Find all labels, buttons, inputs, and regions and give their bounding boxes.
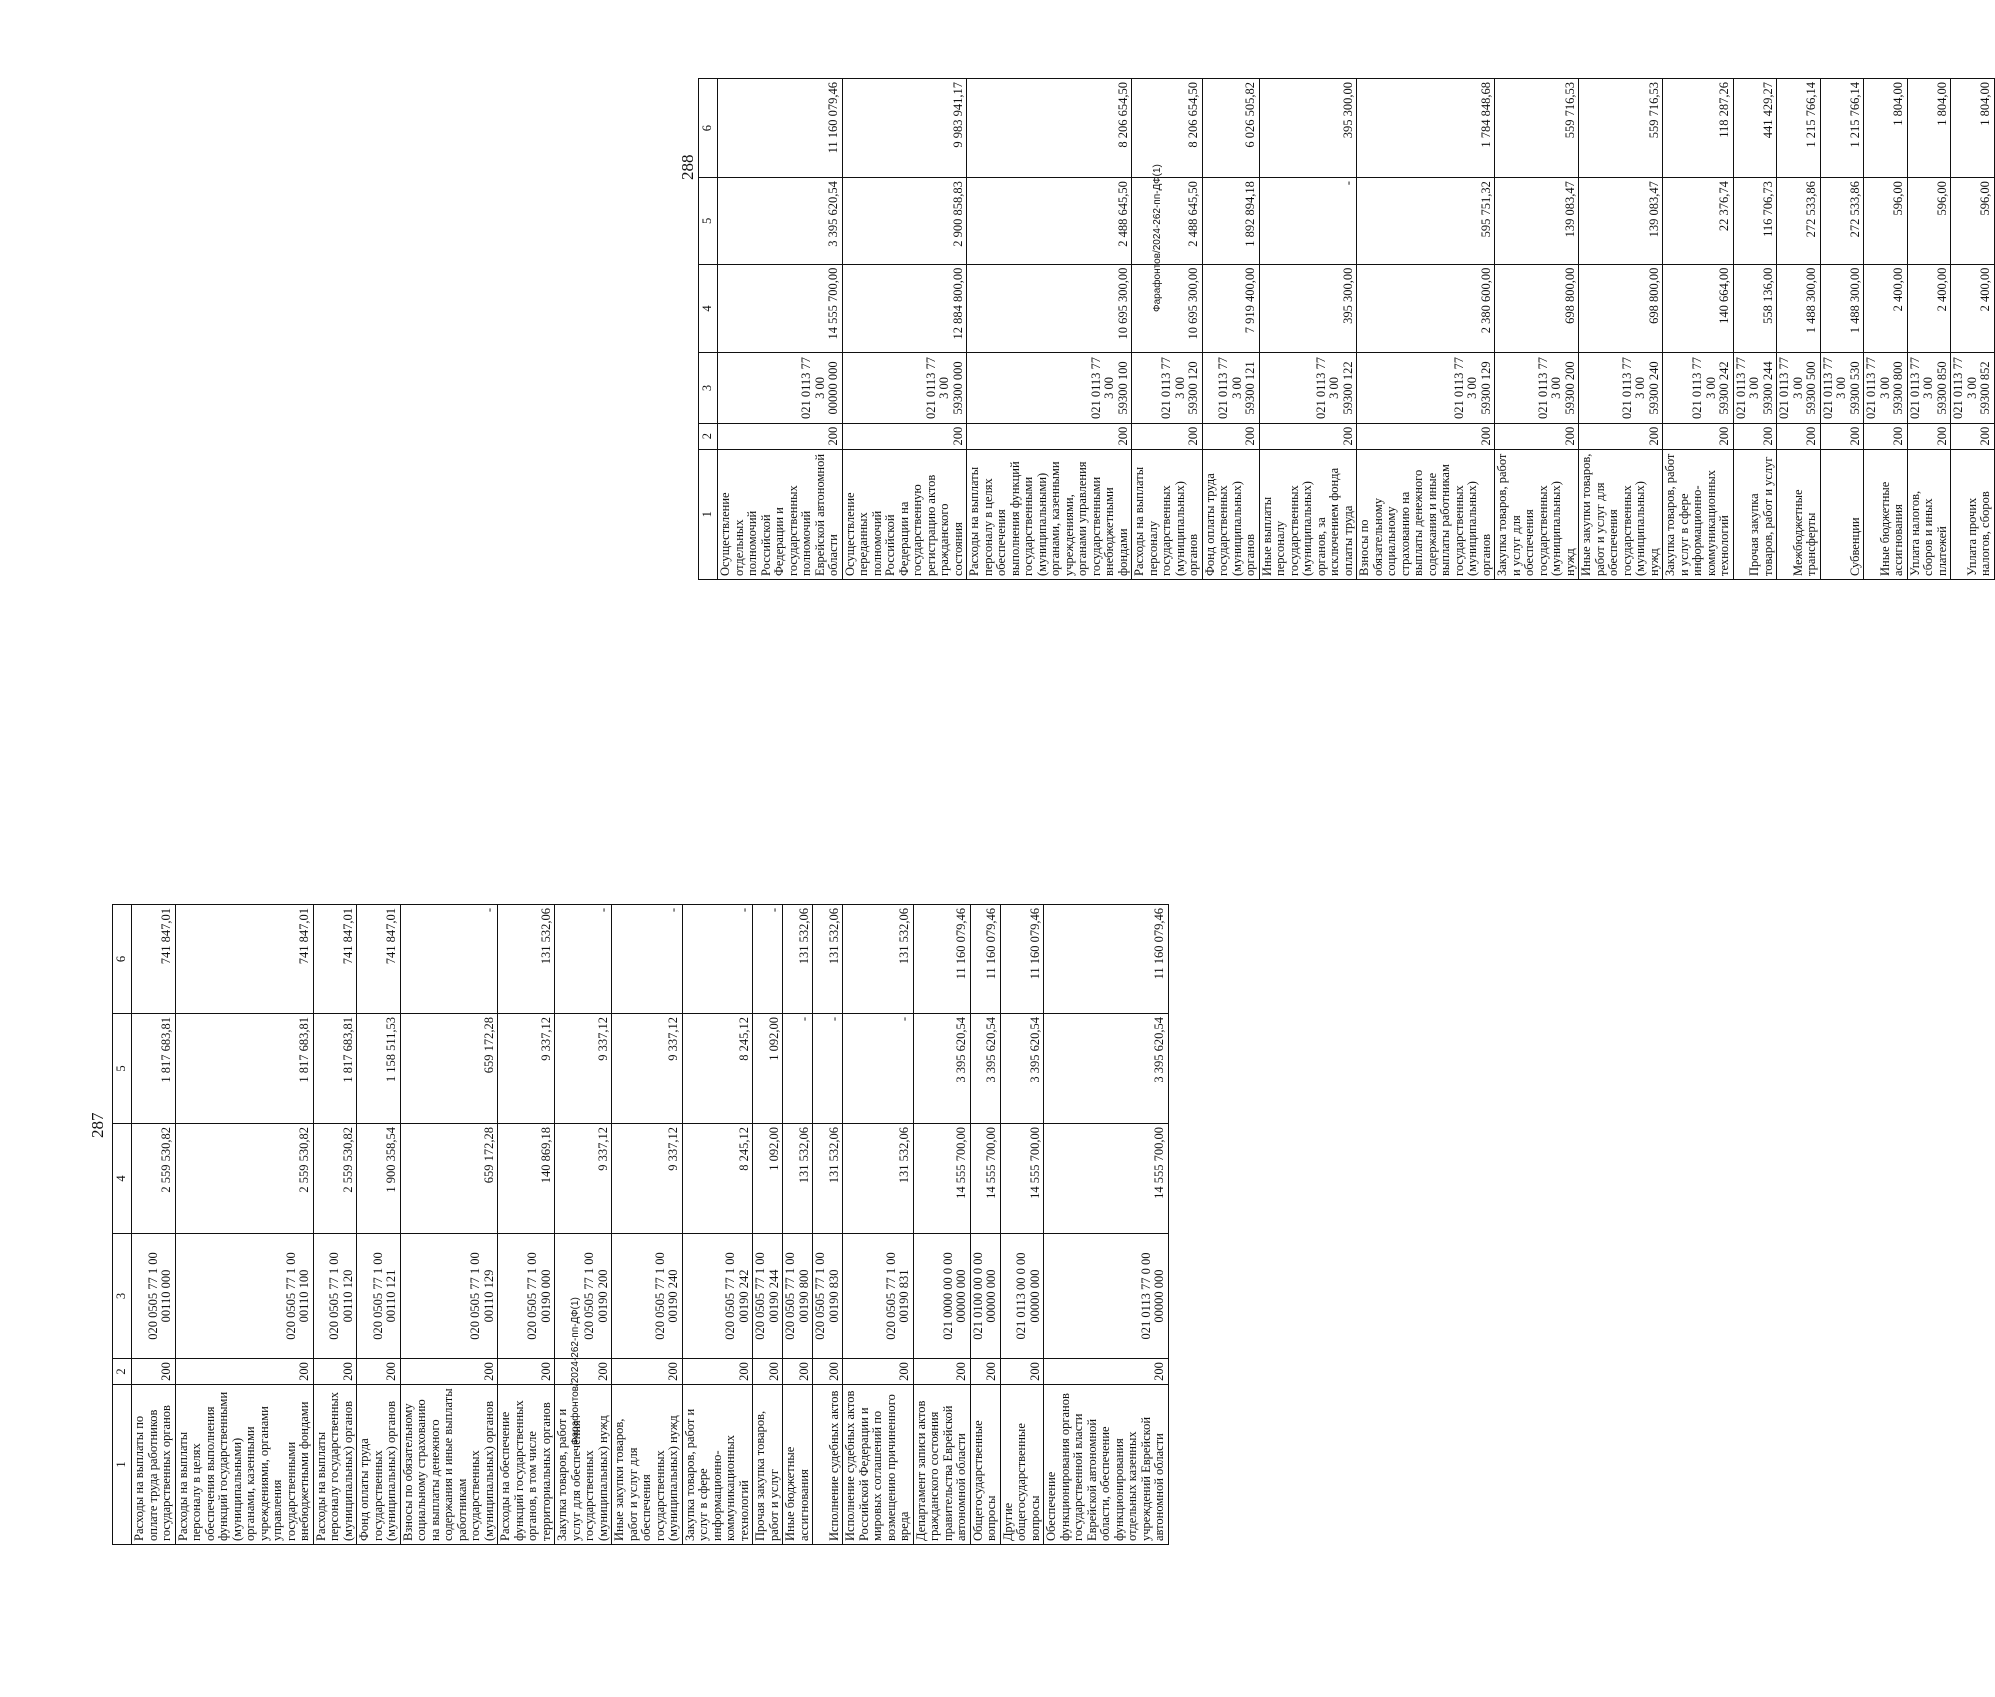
row-name-cell: Обеспечение функционирования органов государственной власти Еврейской автономной области, обеспечение функционирования отдельных казенных учреждений Еврейской автономной области — [1044, 1385, 1169, 1545]
row-budget-code-cell: 020 0505 77 1 00 00190 242 — [682, 1234, 753, 1359]
row-executed-cell: 9 337,12 — [498, 1014, 555, 1124]
table-row — [313, 905, 357, 1545]
table-row — [1864, 79, 1908, 580]
row-name-cell: Закупка товаров, работ и услуг для обеспечения государственных (муниципальных) нужд — [555, 1385, 612, 1545]
row-name-cell: Общегосударственные вопросы — [970, 1385, 1000, 1545]
row-executed-cell: 272 533,86 — [1777, 178, 1821, 265]
row-name-cell: Расходы на выплаты персоналу государственных (муниципальных) органов — [1132, 449, 1203, 579]
row-name-cell: Расходы на выплаты персоналу в целях обеспечения выполнения функций государственными (муниципальными) органами, казенными учреждениями, органами управления государственными внебюджетными фондами — [967, 449, 1132, 579]
row-name-cell: Закупка товаров, работ и услуг в сфере информационно-коммуникационных технологий — [1663, 449, 1734, 579]
row-approved-cell: 1 488 300,00 — [1820, 264, 1864, 353]
row-executed-cell: 9 337,12 — [612, 1014, 683, 1124]
row-line-code-cell: 200 — [1132, 423, 1203, 449]
table-row — [970, 905, 1000, 1545]
table-row — [400, 905, 498, 1545]
row-unexecuted-cell: 8 206 654,50 — [1132, 79, 1203, 178]
row-name-cell: Иные бюджетные ассигнования — [1864, 449, 1908, 579]
row-line-code-cell: 200 — [1864, 423, 1908, 449]
table-row — [1777, 79, 1821, 580]
row-budget-code-cell: 021 0113 77 3 00 59300 122 — [1259, 353, 1357, 424]
row-name-cell: Уплата прочих налогов, сборов — [1951, 449, 1995, 579]
table-row — [1000, 905, 1044, 1545]
row-executed-cell: 659 172,28 — [400, 1014, 498, 1124]
row-name-cell: Расходы на выплаты персоналу государственных (муниципальных) органов — [313, 1385, 357, 1545]
row-approved-cell: 2 559 530,82 — [132, 1124, 176, 1234]
row-budget-code-cell: 020 0505 77 1 00 00110 100 — [175, 1234, 313, 1359]
row-budget-code-cell: 021 0113 77 3 00 59300 800 — [1864, 353, 1908, 424]
row-executed-cell: 8 245,12 — [682, 1014, 753, 1124]
row-unexecuted-cell: 741 847,01 — [357, 905, 401, 1014]
row-name-cell: Осуществление переданных полномочий Российской Федерации на государственную регистрацию актов гражданского состояния — [842, 449, 967, 579]
row-unexecuted-cell: 131 532,06 — [783, 905, 813, 1014]
footer-right: Фарафонтов/2024-262-пп-ДФ(1) — [1152, 164, 1163, 312]
row-line-code-cell: 200 — [1579, 423, 1663, 449]
row-executed-cell: 1 092,00 — [753, 1014, 783, 1124]
row-budget-code-cell: 021 0113 77 3 00 59300 852 — [1951, 353, 1995, 424]
row-unexecuted-cell: 1 804,00 — [1907, 79, 1951, 178]
row-unexecuted-cell: 741 847,01 — [313, 905, 357, 1014]
row-approved-cell: 14 555 700,00 — [1000, 1124, 1044, 1234]
row-budget-code-cell: 020 0505 77 1 00 00110 000 — [132, 1234, 176, 1359]
row-budget-code-cell: 021 0113 77 0 00 00000 000 — [1044, 1234, 1169, 1359]
row-executed-cell: 139 083,47 — [1579, 178, 1663, 265]
column-header-5: 5 — [699, 178, 718, 265]
row-name-cell: Субвенции — [1820, 449, 1864, 579]
table-row — [1044, 905, 1169, 1545]
row-line-code-cell: 200 — [1044, 1359, 1169, 1385]
row-executed-cell: 2 488 645,50 — [967, 178, 1132, 265]
row-approved-cell: 140 664,00 — [1663, 264, 1734, 353]
row-budget-code-cell: 020 0505 77 1 00 00190 240 — [612, 1234, 683, 1359]
column-header-4: 4 — [113, 1124, 132, 1234]
row-budget-code-cell: 021 0113 77 3 00 59300 200 — [1495, 353, 1579, 424]
row-approved-cell: 9 337,12 — [612, 1124, 683, 1234]
row-line-code-cell: 200 — [1357, 423, 1495, 449]
row-unexecuted-cell: 11 160 079,46 — [1044, 905, 1169, 1014]
row-unexecuted-cell: 559 716,53 — [1495, 79, 1579, 178]
row-executed-cell: 272 533,86 — [1820, 178, 1864, 265]
row-approved-cell: 2 400,00 — [1864, 264, 1908, 353]
row-approved-cell: 2 400,00 — [1907, 264, 1951, 353]
row-line-code-cell: 200 — [753, 1359, 783, 1385]
table-header-row — [113, 905, 132, 1545]
row-unexecuted-cell: 559 716,53 — [1579, 79, 1663, 178]
row-executed-cell: 595 751,32 — [1357, 178, 1495, 265]
row-approved-cell: 14 555 700,00 — [718, 264, 843, 353]
table-row — [843, 905, 914, 1545]
row-budget-code-cell: 020 0505 77 1 00 00110 129 — [400, 1234, 498, 1359]
row-approved-cell: 140 869,18 — [498, 1124, 555, 1234]
row-unexecuted-cell: - — [612, 905, 683, 1014]
table-row — [967, 79, 1132, 580]
row-name-cell: Исполнение судебных актов Российской Федерации и мировых соглашений по возмещению причиненного вреда — [843, 1385, 914, 1545]
row-approved-cell: 14 555 700,00 — [913, 1124, 970, 1234]
row-budget-code-cell: 020 0505 77 1 00 00190 244 — [753, 1234, 783, 1359]
row-line-code-cell: 200 — [1259, 423, 1357, 449]
row-approved-cell: 14 555 700,00 — [1044, 1124, 1169, 1234]
budget-table-right — [698, 78, 1995, 580]
row-executed-cell: 1 158 511,53 — [357, 1014, 401, 1124]
row-unexecuted-cell: 1 215 766,14 — [1777, 79, 1821, 178]
row-unexecuted-cell: 1 804,00 — [1864, 79, 1908, 178]
row-executed-cell: 596,00 — [1907, 178, 1951, 265]
row-unexecuted-cell: 131 532,06 — [843, 905, 914, 1014]
row-name-cell: Иные выплаты персоналу государственных (муниципальных) органов, за исключением фонда оплаты труда — [1259, 449, 1357, 579]
row-approved-cell: 1 092,00 — [753, 1124, 783, 1234]
row-approved-cell: 131 532,06 — [843, 1124, 914, 1234]
column-header-6: 6 — [699, 79, 718, 178]
row-name-cell: Прочая закупка товаров, работ и услуг — [1733, 449, 1777, 579]
row-unexecuted-cell: 1 784 848,68 — [1357, 79, 1495, 178]
row-budget-code-cell: 021 0113 77 3 00 59300 000 — [842, 353, 967, 424]
table-row — [612, 905, 683, 1545]
row-budget-code-cell: 021 0113 77 3 00 59300 100 — [967, 353, 1132, 424]
row-executed-cell: - — [843, 1014, 914, 1124]
row-budget-code-cell: 021 0113 77 3 00 59300 850 — [1907, 353, 1951, 424]
table-row — [1820, 79, 1864, 580]
table-row — [783, 905, 813, 1545]
row-budget-code-cell: 020 0505 77 1 00 00190 800 — [783, 1234, 813, 1359]
row-executed-cell: 2 488 645,50 — [1132, 178, 1203, 265]
table-row — [1663, 79, 1734, 580]
table-row — [1259, 79, 1357, 580]
row-name-cell: Уплата налогов, сборов и иных платежей — [1907, 449, 1951, 579]
row-unexecuted-cell: 395 300,00 — [1259, 79, 1357, 178]
row-approved-cell: 659 172,28 — [400, 1124, 498, 1234]
column-header-2: 2 — [113, 1359, 132, 1385]
column-header-1: 1 — [699, 449, 718, 579]
row-executed-cell: 1 817 683,81 — [175, 1014, 313, 1124]
row-approved-cell: 12 884 800,00 — [842, 264, 967, 353]
table-row — [842, 79, 967, 580]
row-line-code-cell: 200 — [913, 1359, 970, 1385]
row-unexecuted-cell: 11 160 079,46 — [970, 905, 1000, 1014]
row-budget-code-cell: 021 0113 77 3 00 59300 240 — [1579, 353, 1663, 424]
row-budget-code-cell: 021 0113 77 3 00 00000 000 — [718, 353, 843, 424]
row-executed-cell: 3 395 620,54 — [718, 178, 843, 265]
row-executed-cell: 3 395 620,54 — [1044, 1014, 1169, 1124]
row-line-code-cell: 200 — [842, 423, 967, 449]
row-budget-code-cell: 021 0113 77 3 00 59300 129 — [1357, 353, 1495, 424]
row-executed-cell: 116 706,73 — [1733, 178, 1777, 265]
table-row — [1357, 79, 1495, 580]
table-row — [498, 905, 555, 1545]
row-approved-cell: 395 300,00 — [1259, 264, 1357, 353]
table-header-row — [699, 79, 718, 580]
row-line-code-cell: 200 — [1820, 423, 1864, 449]
row-executed-cell: 22 376,74 — [1663, 178, 1734, 265]
row-budget-code-cell: 021 0113 77 3 00 59300 530 — [1820, 353, 1864, 424]
row-line-code-cell: 200 — [1733, 423, 1777, 449]
table-row — [1907, 79, 1951, 580]
row-name-cell: Закупка товаров, работ и услуг в сфере информационно-коммуникационных технологий — [682, 1385, 753, 1545]
row-approved-cell: 2 559 530,82 — [313, 1124, 357, 1234]
table-row — [1733, 79, 1777, 580]
row-name-cell: Иные закупки товаров, работ и услуг для обеспечения государственных (муниципальных) нужд — [1579, 449, 1663, 579]
table-row — [175, 905, 313, 1545]
row-line-code-cell: 200 — [1777, 423, 1821, 449]
column-header-2: 2 — [699, 423, 718, 449]
row-approved-cell: 558 136,00 — [1733, 264, 1777, 353]
row-budget-code-cell: 020 0505 77 1 00 00110 120 — [313, 1234, 357, 1359]
page-number-left: 287 — [88, 1112, 107, 1138]
row-name-cell: Межбюджетные трансферты — [1777, 449, 1821, 579]
row-budget-code-cell: 020 0505 77 1 00 00190 000 — [498, 1234, 555, 1359]
row-unexecuted-cell: - — [753, 905, 783, 1014]
row-line-code-cell: 200 — [313, 1359, 357, 1385]
row-unexecuted-cell: 118 287,26 — [1663, 79, 1734, 178]
row-unexecuted-cell: 11 160 079,46 — [913, 905, 970, 1014]
column-header-4: 4 — [699, 264, 718, 353]
row-line-code-cell: 200 — [1000, 1359, 1044, 1385]
row-executed-cell: 1 892 894,18 — [1202, 178, 1259, 265]
row-budget-code-cell: 021 0113 77 3 00 59300 242 — [1663, 353, 1734, 424]
table-row — [555, 905, 612, 1545]
row-executed-cell: 2 900 858,83 — [842, 178, 967, 265]
table-row — [1579, 79, 1663, 580]
row-line-code-cell: 200 — [175, 1359, 313, 1385]
row-approved-cell: 2 400,00 — [1951, 264, 1995, 353]
row-executed-cell: 139 083,47 — [1495, 178, 1579, 265]
row-unexecuted-cell: 741 847,01 — [132, 905, 176, 1014]
table-row — [1495, 79, 1579, 580]
table-row — [1202, 79, 1259, 580]
row-unexecuted-cell: - — [400, 905, 498, 1014]
row-approved-cell: 9 337,12 — [555, 1124, 612, 1234]
row-name-cell: Исполнение судебных актов — [813, 1385, 843, 1545]
row-approved-cell: 14 555 700,00 — [970, 1124, 1000, 1234]
table-row — [753, 905, 783, 1545]
row-line-code-cell: 200 — [555, 1359, 612, 1385]
row-budget-code-cell: 021 0113 77 3 00 59300 500 — [1777, 353, 1821, 424]
row-line-code-cell: 200 — [843, 1359, 914, 1385]
row-name-cell: Осуществление отдельных полномочий Российской Федерации и государственных полномочий Еврейской автономной области — [718, 449, 843, 579]
row-line-code-cell: 200 — [612, 1359, 683, 1385]
row-approved-cell: 10 695 300,00 — [1132, 264, 1203, 353]
row-executed-cell: - — [1259, 178, 1357, 265]
row-executed-cell: 1 817 683,81 — [132, 1014, 176, 1124]
budget-table-left-wrapper — [112, 904, 1169, 1545]
column-header-6: 6 — [113, 905, 132, 1014]
row-line-code-cell: 200 — [682, 1359, 753, 1385]
row-line-code-cell: 200 — [1495, 423, 1579, 449]
row-budget-code-cell: 021 0113 77 3 00 59300 121 — [1202, 353, 1259, 424]
row-executed-cell: - — [813, 1014, 843, 1124]
row-name-cell: Взносы по обязательному социальному страхованию на выплаты денежного содержания и иные выплаты работникам государственных (муниципальных) органов — [400, 1385, 498, 1545]
footer-left: Фарафонтов/2024-262-пп-ДФ(1) — [570, 1297, 581, 1445]
row-name-cell: Фонд оплаты труда государственных (муниципальных) органов — [357, 1385, 401, 1545]
row-approved-cell: 1 900 358,54 — [357, 1124, 401, 1234]
row-name-cell: Прочая закупка товаров, работ и услуг — [753, 1385, 783, 1545]
row-budget-code-cell: 020 0505 77 1 00 00190 830 — [813, 1234, 843, 1359]
table-row — [132, 905, 176, 1545]
row-name-cell: Взносы по обязательному социальному страхованию на выплаты денежного содержания и иные выплаты работникам государственных (муниципальных) органов — [1357, 449, 1495, 579]
row-name-cell: Департамент записи актов гражданского состояния правительства Еврейской автономной области — [913, 1385, 970, 1545]
row-unexecuted-cell: 741 847,01 — [175, 905, 313, 1014]
column-header-3: 3 — [113, 1234, 132, 1359]
row-executed-cell: 596,00 — [1951, 178, 1995, 265]
row-approved-cell: 7 919 400,00 — [1202, 264, 1259, 353]
row-executed-cell: 3 395 620,54 — [970, 1014, 1000, 1124]
budget-table-left — [112, 904, 1169, 1545]
row-line-code-cell: 200 — [400, 1359, 498, 1385]
row-executed-cell: 3 395 620,54 — [1000, 1014, 1044, 1124]
row-unexecuted-cell: 6 026 505,82 — [1202, 79, 1259, 178]
row-unexecuted-cell: - — [555, 905, 612, 1014]
row-approved-cell: 2 559 530,82 — [175, 1124, 313, 1234]
row-line-code-cell: 200 — [813, 1359, 843, 1385]
table-row — [718, 79, 843, 580]
column-header-5: 5 — [113, 1014, 132, 1124]
row-unexecuted-cell: 11 160 079,46 — [718, 79, 843, 178]
row-budget-code-cell: 021 0113 77 3 00 59300 120 — [1132, 353, 1203, 424]
row-budget-code-cell: 020 0505 77 1 00 00190 831 — [843, 1234, 914, 1359]
row-name-cell: Фонд оплаты труда государственных (муниципальных) органов — [1202, 449, 1259, 579]
row-line-code-cell: 200 — [1663, 423, 1734, 449]
row-budget-code-cell: 021 0000 00 0 00 00000 000 — [913, 1234, 970, 1359]
row-approved-cell: 1 488 300,00 — [1777, 264, 1821, 353]
table-row — [357, 905, 401, 1545]
row-line-code-cell: 200 — [967, 423, 1132, 449]
row-line-code-cell: 200 — [1951, 423, 1995, 449]
row-approved-cell: 131 532,06 — [813, 1124, 843, 1234]
row-executed-cell: - — [783, 1014, 813, 1124]
table-row — [913, 905, 970, 1545]
budget-table-right-wrapper — [698, 78, 1995, 580]
row-line-code-cell: 200 — [783, 1359, 813, 1385]
row-unexecuted-cell: 8 206 654,50 — [967, 79, 1132, 178]
row-approved-cell: 8 245,12 — [682, 1124, 753, 1234]
row-unexecuted-cell: 1 215 766,14 — [1820, 79, 1864, 178]
row-unexecuted-cell: 131 532,06 — [813, 905, 843, 1014]
row-name-cell: Иные закупки товаров, работ и услуг для обеспечения государственных (муниципальных) нужд — [612, 1385, 683, 1545]
table-row — [1951, 79, 1995, 580]
row-name-cell: Расходы на обеспечение функций государственных органов, в том числе территориальных органов — [498, 1385, 555, 1545]
page-number-right: 288 — [678, 154, 697, 180]
column-header-1: 1 — [113, 1385, 132, 1545]
row-line-code-cell: 200 — [970, 1359, 1000, 1385]
row-line-code-cell: 200 — [132, 1359, 176, 1385]
row-line-code-cell: 200 — [1907, 423, 1951, 449]
row-executed-cell: 1 817 683,81 — [313, 1014, 357, 1124]
row-executed-cell: 596,00 — [1864, 178, 1908, 265]
row-line-code-cell: 200 — [718, 423, 843, 449]
row-unexecuted-cell: 131 532,06 — [498, 905, 555, 1014]
row-executed-cell: 3 395 620,54 — [913, 1014, 970, 1124]
table-row — [1132, 79, 1203, 580]
row-approved-cell: 698 800,00 — [1579, 264, 1663, 353]
row-approved-cell: 131 532,06 — [783, 1124, 813, 1234]
column-header-3: 3 — [699, 353, 718, 424]
row-approved-cell: 698 800,00 — [1495, 264, 1579, 353]
row-approved-cell: 2 380 600,00 — [1357, 264, 1495, 353]
row-unexecuted-cell: 441 429,27 — [1733, 79, 1777, 178]
row-approved-cell: 10 695 300,00 — [967, 264, 1132, 353]
row-name-cell: Расходы на выплаты по оплате труда работников государственных органов — [132, 1385, 176, 1545]
row-name-cell: Иные бюджетные ассигнования — [783, 1385, 813, 1545]
row-unexecuted-cell: 1 804,00 — [1951, 79, 1995, 178]
table-row — [682, 905, 753, 1545]
row-budget-code-cell: 020 0505 77 1 00 00110 121 — [357, 1234, 401, 1359]
row-name-cell: Закупка товаров, работ и услуг для обеспечения государственных (муниципальных) нужд — [1495, 449, 1579, 579]
row-unexecuted-cell: 9 983 941,17 — [842, 79, 967, 178]
row-budget-code-cell: 021 0100 00 0 00 00000 000 — [970, 1234, 1000, 1359]
row-budget-code-cell: 020 0505 77 1 00 00190 200 — [555, 1234, 612, 1359]
row-unexecuted-cell: - — [682, 905, 753, 1014]
row-name-cell: Другие общегосударственные вопросы — [1000, 1385, 1044, 1545]
row-unexecuted-cell: 11 160 079,46 — [1000, 905, 1044, 1014]
row-line-code-cell: 200 — [498, 1359, 555, 1385]
row-budget-code-cell: 021 0113 77 3 00 59300 244 — [1733, 353, 1777, 424]
row-name-cell: Расходы на выплаты персоналу в целях обеспечения выполнения функций государственными (муниципальными) органами, казенными учреждениями, органами управления государственными внебюджетными фондами — [175, 1385, 313, 1545]
row-line-code-cell: 200 — [357, 1359, 401, 1385]
row-budget-code-cell: 021 0113 00 0 00 00000 000 — [1000, 1234, 1044, 1359]
table-row — [813, 905, 843, 1545]
row-executed-cell: 9 337,12 — [555, 1014, 612, 1124]
row-line-code-cell: 200 — [1202, 423, 1259, 449]
